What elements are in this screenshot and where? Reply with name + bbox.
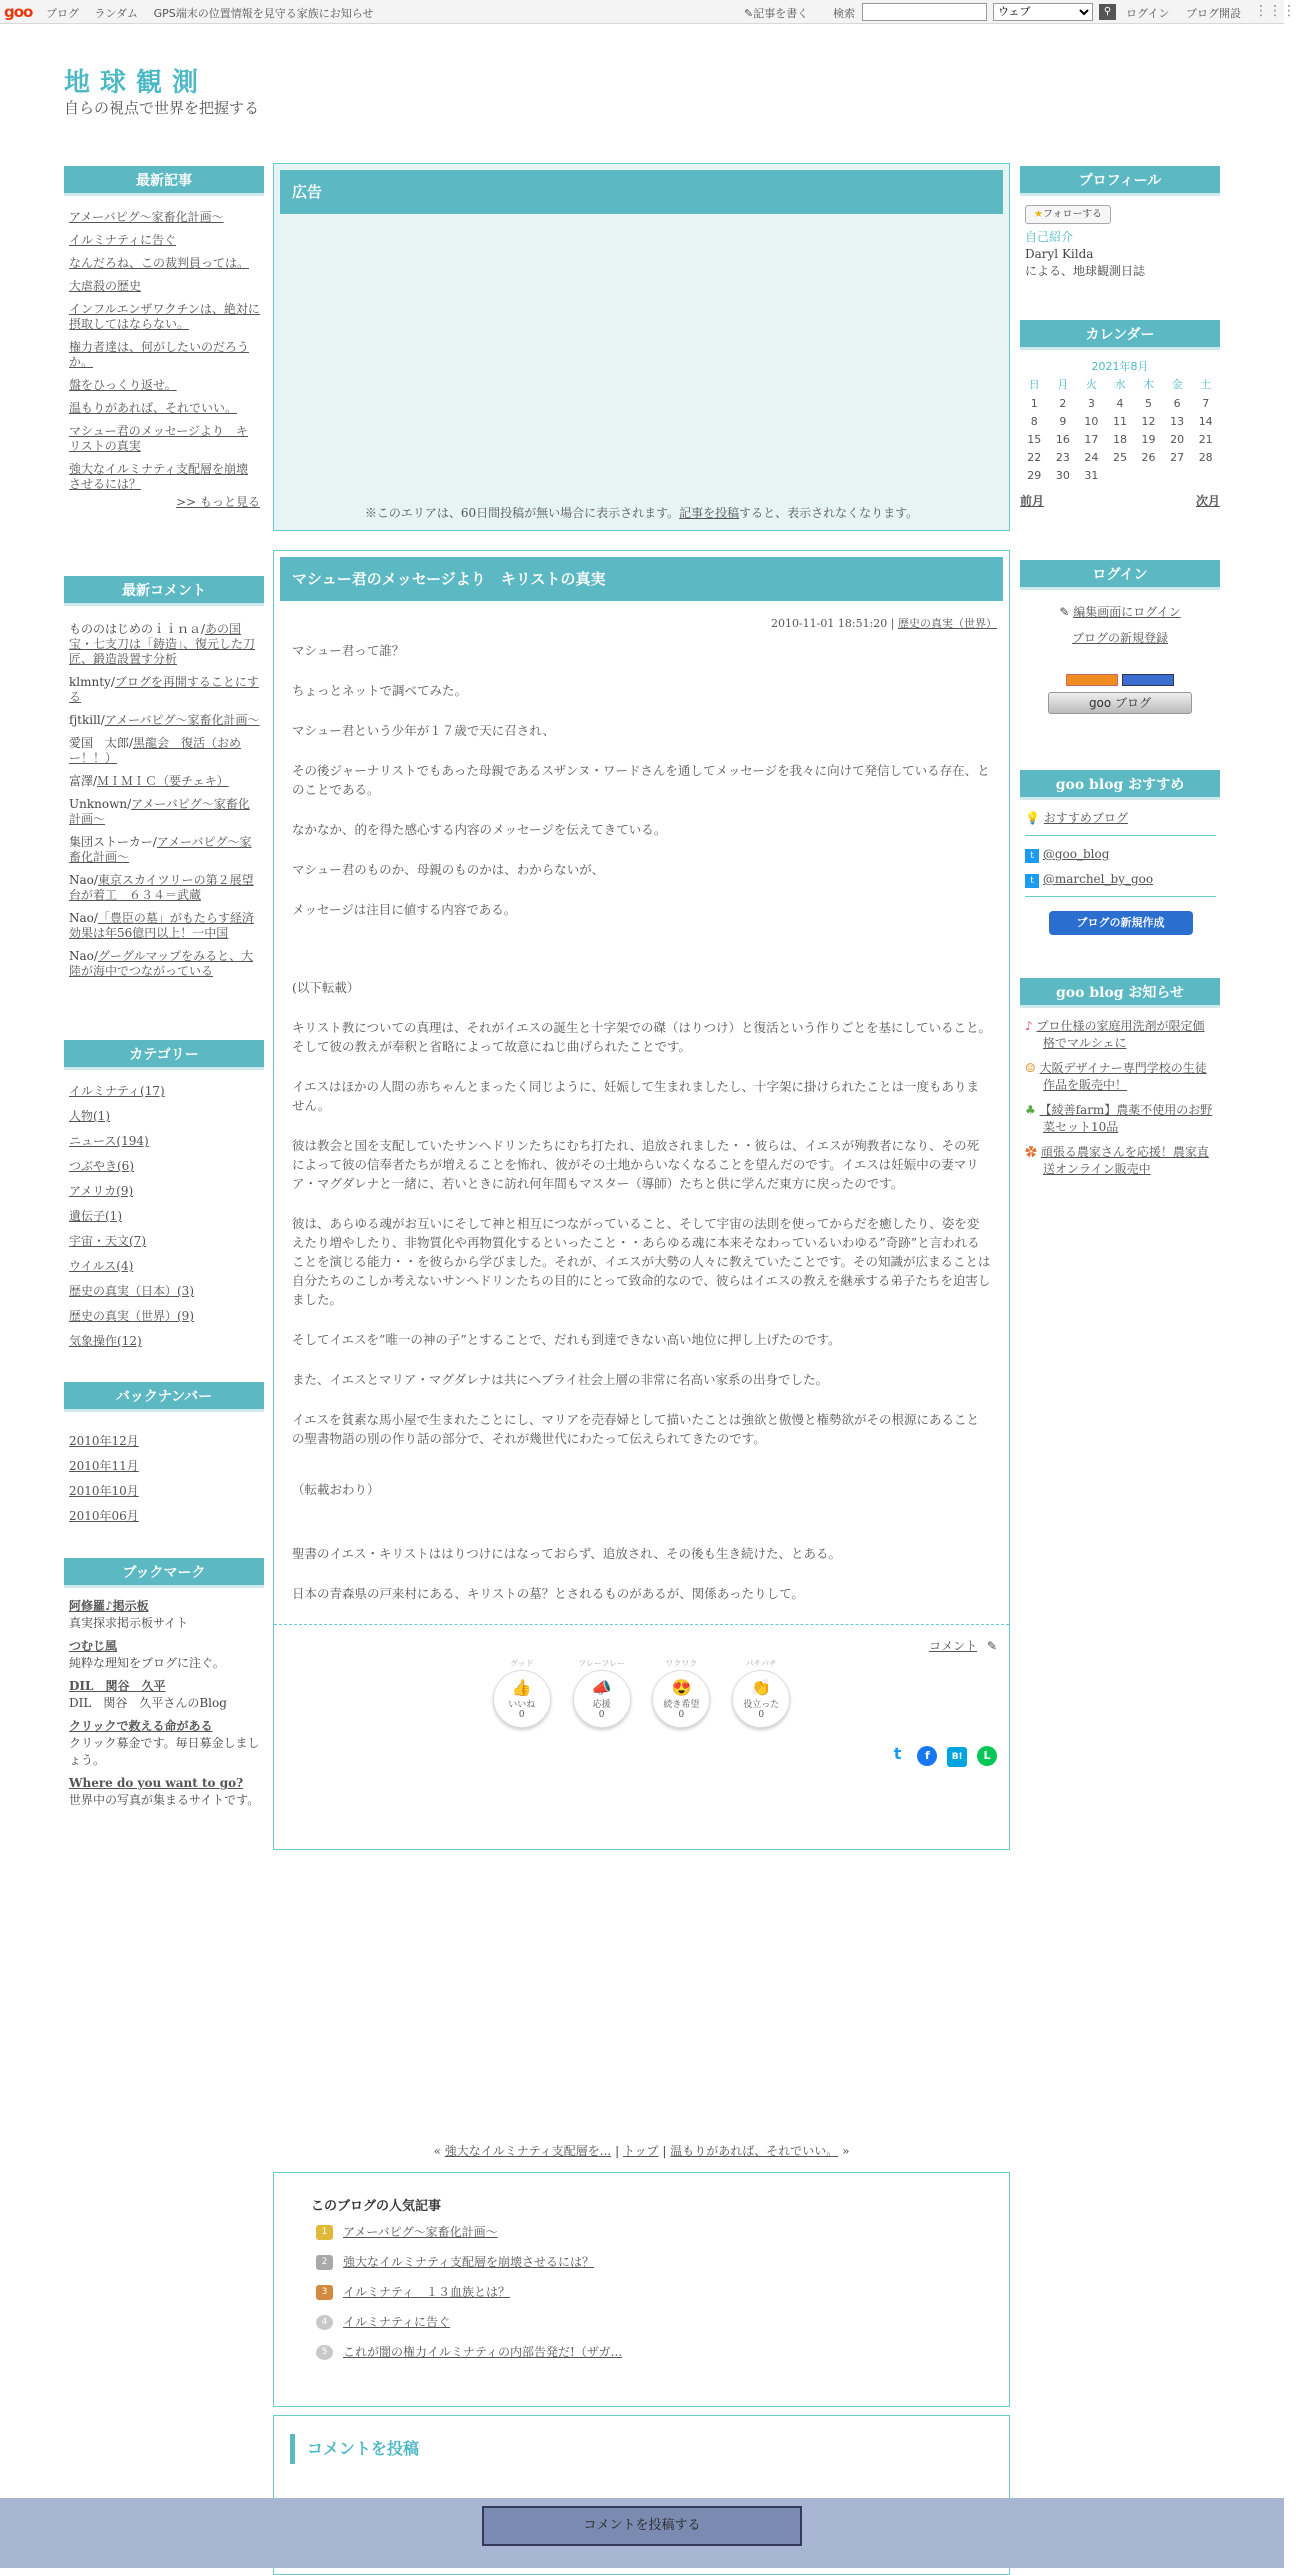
notice-link[interactable]: 大阪デザイナー専門学校の生徒作品を販売中！ [1039,1061,1207,1092]
category-item[interactable]: ニュース(194) [69,1134,149,1148]
recent-item[interactable]: 大虐殺の歴史 [69,279,142,293]
entry-body [280,641,1003,1603]
grid-menu-icon[interactable]: ⋮⋮⋮ [1254,3,1296,19]
hatena-share-icon[interactable]: B! [947,1747,967,1767]
popular-item[interactable] [316,2283,510,2300]
calendar-day: 18 [1112,432,1127,446]
bookmark-link[interactable]: DIL 関谷 久平 [69,1679,166,1693]
calendar-day: 15 [1027,432,1042,446]
backnumber-title: バックナンバー [64,1382,264,1412]
profile-body [1020,196,1220,280]
twitter-share-icon[interactable]: t [888,1744,908,1764]
popular-link[interactable]: イルミナティに告ぐ [343,2315,451,2329]
calendar-day: 31 [1084,468,1099,482]
calendar-prev-link[interactable]: 前月 [1020,494,1045,508]
ad-area [273,163,1010,531]
entry-category-link[interactable]: 歴史の真実（世界） [898,617,997,630]
reaction-count: 0 [758,1709,765,1720]
top-link[interactable]: トップ [622,2144,659,2158]
heart-eyes-icon: 😍 [671,1677,692,1697]
pager: « 強大なイルミナティ支配層を... | トップ | 温もりがあれば、それでいい。 » [433,2144,850,2158]
popular-link[interactable]: アメーバピグ～家畜化計画～ [343,2225,498,2239]
calendar-day: 6 [1173,396,1181,410]
login-title: ログイン [1020,560,1220,590]
recent-item[interactable]: なんだろね、この裁判員っては。 [69,256,250,270]
share-row [280,1744,997,1767]
comment-link[interactable]: 「豊臣の墓」がもたらす経済効果は年56億円以上！一中国 [69,911,254,940]
reaction-label: いいね [508,1699,536,1710]
comment-link[interactable]: ＭＩＭＩＣ（要チェキ） [97,774,229,788]
reaction-helpful[interactable] [732,1658,790,1728]
weekday-header: 土 [1200,378,1212,391]
calendar-day: 28 [1198,450,1213,464]
weekday-header: 金 [1171,378,1183,391]
comment-author: Nao/ [69,911,98,925]
blog-description: 自らの視点で世界を把握する [64,99,260,117]
blog-entry [273,550,1010,1850]
recent-item[interactable]: 権力者達は、何がしたいのだろうか。 [69,340,250,369]
calendar-day: 1 [1030,396,1038,410]
recent-title: 最新記事 [64,166,264,196]
reactions [280,1658,1003,1728]
comment-link[interactable]: アメーバピグ～家畜化計画～ [104,713,260,727]
calendar-section [1020,320,1220,509]
entry-meta: 2010-11-01 18:51:20 | 歴史の真実（世界） [770,617,997,630]
post-comment-button[interactable]: コメントを投稿する [482,2506,802,2546]
calendar-day: 14 [1198,414,1213,428]
comment-author: 集団ストーカー/ [69,835,157,849]
calendar-day: 5 [1145,396,1153,410]
category-item[interactable]: アメリカ(9) [69,1184,134,1198]
profile-section [1020,166,1220,280]
recent-item[interactable]: インフルエンザワクチンは、絶対に摂取してはならない。 [69,302,260,331]
calendar-day: 10 [1084,414,1099,428]
crown-icon: 2 [316,2255,333,2270]
weekday-header: 水 [1114,378,1126,391]
bottom-bar [0,2498,1284,2568]
twitter-link-goo-blog[interactable]: @goo_blog [1042,847,1110,861]
goo-logo[interactable]: goo [4,3,33,21]
weekday-header: 日 [1028,378,1040,391]
calendar-day: 4 [1116,396,1124,410]
left-sidebar [64,166,264,518]
calendar-day: 29 [1027,468,1042,482]
entry-paragraph: (以下転載） [292,980,360,995]
profile-intro-link[interactable]: 自己紹介 [1025,230,1074,244]
entry-paragraph: 日本の青森県の戸来村にある、キリストの墓？とされるものがあるが、関係あったりして。 [292,1586,804,1601]
blog-title[interactable]: 地球観測 [64,68,209,98]
weekday-header: 木 [1143,378,1155,391]
notice-link[interactable]: 頑張る農家さんを応援！農家直送オンライン販売中 [1040,1145,1209,1176]
bookmark-desc: 世界中の写真が集まるサイトです。 [69,1793,260,1807]
calendar-grid [1020,374,1220,484]
edit-login-link[interactable]: 編集画面にログイン [1073,605,1181,619]
entry-paragraph: 彼は、あらゆる魂がお互いにそして神と相互につながっていること、そして宇宙の法則を使ってからだを癒したり、姿を変えたり増やしたり、非物質化や再物質化するといったこと・・あらゆる魂に本来そなわっているいわゆる”奇跡”と言われることを演じる能力・・を彼らから学びました。それが、イエスが大勢の人々に教えていたことです。その知識が広まることは自分たちのこしか考えないサンヘドリンたちの目的にとって致命的なので、彼らはイエスの教えを継承する弟子たちを迫害しました。 [292,1216,991,1307]
recent-item[interactable]: 温もりがあれば、それでいい。 [69,401,238,415]
recent-item[interactable]: マシュー君のメッセージより キリストの真実 [69,424,249,453]
top-bar [0,0,1296,24]
goo-blog-badge[interactable]: goo ブログ [1048,692,1192,714]
crown-icon: 3 [316,2285,333,2300]
calendar-day: 24 [1084,450,1099,464]
face-icon: ☺ [1025,1061,1036,1075]
entry-paragraph: 彼は教会と国を支配していたサンヘドリンたちにむち打たれ、追放されました・・彼らは、イエスが殉教者になり、その死によって彼の信奉者たちが増えることを怖れ、彼がその土地からいなくなることを望んだのです。イエスは妊娠中の妻マリア・マグダレナと一緒に、若いときに訪れ何年間もマスター（導師）たちと供に学んだ東方に戻ったのです。 [292,1138,980,1191]
entry-comment-row [280,1637,997,1654]
entry-paragraph: イエスを貧素な馬小屋で生まれたことにし、マリアを売春婦として描いたことは強欲と傲慢と権勢欲がその根源にあることの聖書物語の別の作り話の部分で、それが幾世代にわたって伝えられてきたのです。 [292,1412,980,1446]
ad-title: 広告 [280,170,1003,214]
popular-item[interactable] [316,2223,498,2240]
ad-note-text: ※このエリアは、60日間投稿が無い場合に表示されます。 [364,506,680,520]
entry-date: 2010-11-01 18:51:20 [770,617,888,630]
backnumber-list [64,1412,264,1524]
rank-4-icon: 4 [316,2315,333,2330]
twitter-icon: t [1025,849,1039,863]
comment-author: もののはじめのｉｉｎａ/ [69,622,206,636]
login-section [1020,560,1220,714]
profile-title: プロフィール [1020,166,1220,196]
twitter-icon: t [1025,874,1039,888]
entry-paragraph: メッセージは注目に値する内容である。 [292,902,517,917]
calendar-day: 7 [1202,396,1210,410]
ad-note-text-end: すると、表示されなくなります。 [739,506,919,520]
ad-note [274,504,1009,521]
pencil-icon: ✎ [1059,605,1070,619]
comment-link[interactable]: アメーバピグ～家畜化計画～ [69,797,250,826]
notice-link[interactable]: プロ仕様の家庭用洗剤が限定価格でマルシェに [1036,1019,1205,1050]
category-item[interactable]: イルミナティ(17) [69,1084,165,1098]
backnumber-item[interactable]: 2010年12月 [69,1434,139,1448]
bookmark-link[interactable]: つむじ風 [69,1639,118,1653]
recent-item[interactable]: 強大なイルミナティ支配層を崩壊させるには？ [69,462,249,491]
category-item[interactable]: 遺伝子(1) [69,1209,122,1223]
bookmark-desc: 純粋な理知をブログに注ぐ。 [69,1656,225,1670]
recent-more-link[interactable]: >> もっと見る [176,495,260,509]
popular-item[interactable] [316,2253,594,2270]
comment-author: Unknown/ [69,797,132,811]
rank-5-icon: 5 [316,2345,333,2360]
line-share-icon[interactable]: L [977,1746,997,1766]
comment-author: Nao/ [69,873,98,887]
popular-link[interactable]: 強大なイルミナティ支配層を崩壊させるには？ [343,2255,595,2269]
search-label: 検索 [833,7,855,20]
calendar-day: 23 [1055,450,1070,464]
notice-link[interactable]: 【綾善farm】農薬不使用のお野菜セット10品 [1039,1103,1213,1134]
thumbs-up-icon: 👍 [511,1677,532,1697]
category-item[interactable]: つぶやき(6) [69,1159,134,1173]
calendar-day: 2 [1059,396,1067,410]
write-label: 記事を書く [753,7,809,20]
calendar-day: 21 [1198,432,1213,446]
comment-author: 愛国 太郎/ [69,736,134,750]
write-link[interactable] [744,5,808,21]
recommended-blogs-link[interactable]: おすすめブログ [1043,811,1128,825]
reaction-cheer[interactable] [573,1658,631,1728]
comments-title: 最新コメント [64,576,264,606]
reaction-caption: グッド [509,1659,534,1668]
reaction-label: 続き希望 [663,1699,700,1710]
notice-list [1020,1008,1220,1178]
comment-link[interactable]: グーグルマップをみると、大陸が海中でつながっている [69,949,254,978]
comment-link[interactable]: あの国宝・七支刀は「鋳造」、復元した刀匠、鍛造設置す分析 [69,622,256,666]
bookmarks-section [64,1558,264,1815]
flower-icon: ✿ [1025,1145,1038,1159]
twitter-link-marchel[interactable]: @marchel_by_goo [1042,872,1154,886]
calendar-day [1191,466,1220,484]
top-link-gps-news[interactable]: GPS端末の位置情報を見守る家族にお知らせ [153,7,374,20]
search-button[interactable] [1099,4,1116,20]
entry-paragraph: なかなか、的を得た感心する内容のメッセージを伝えてきている。 [292,822,667,837]
recommend-title: goo blog おすすめ [1020,770,1220,800]
comment-author: fjtkill/ [69,713,105,727]
popular-link[interactable]: イルミナティ １３血族とは？ [343,2285,511,2299]
calendar-day: 30 [1055,468,1070,482]
bookmark-desc: 真実探求掲示板サイト [69,1616,189,1630]
recommend-body [1020,800,1220,935]
bookmark-link[interactable]: クリックで救える命がある [69,1719,213,1733]
music-note-icon: ♪ [1025,1019,1033,1033]
reaction-label: 応援 [592,1699,611,1710]
entry-paragraph: マシュー君って誰？ [292,643,405,658]
calendar-day: 19 [1141,432,1156,446]
open-blog-link[interactable]: ブログ開設 [1186,7,1241,20]
calendar-day [1106,466,1135,484]
entry-paragraph: また、イエスとマリア・マグダレナは共にヘブライ社会上層の非常に名高い家系の出身でした。 [292,1372,829,1387]
bookmark-link[interactable]: Where do you want to go? [69,1776,244,1790]
popular-entries [273,2172,1010,2407]
backnumber-item[interactable]: 2010年10月 [69,1484,139,1498]
category-item[interactable]: 宇宙・天文(7) [69,1234,146,1248]
calendar-day [1163,466,1192,484]
pencil-icon: ✎ [986,1639,997,1653]
calendar-day: 25 [1112,450,1127,464]
follow-label: フォローする [1042,209,1102,220]
comments-section [64,576,264,987]
entry-paragraph: マシュー君という少年が１７歳で天に召され、 [292,723,556,738]
bookmark-link[interactable]: 阿修羅♪掲示板 [69,1599,149,1613]
top-nav [46,5,385,21]
calendar-day: 9 [1059,414,1067,428]
categories-section [64,1040,264,1359]
top-link-random[interactable]: ランダム [94,7,139,20]
entry-paragraph: そしてイエスを”唯一の神の子”とすることで、だれも到達できない高い地位に押し上げたのです。 [292,1332,841,1347]
popular-item[interactable] [316,2343,622,2360]
calendar-day: 8 [1030,414,1038,428]
calendar-title: カレンダー [1020,320,1220,350]
comments-list [64,606,264,979]
notice-title: goo blog お知らせ [1020,978,1220,1008]
entry-comment-link[interactable]: コメント [929,1639,978,1653]
comment-link[interactable]: ブログを再開することにする [69,675,259,704]
entry-paragraph: イエスはほかの人間の赤ちゃんとまったく同じように、妊娠して生まれましたし、十字架に掛けられたことは一度もありません。 [292,1079,980,1113]
rss-badges [1020,674,1220,690]
calendar-day [1134,466,1163,484]
reaction-count: 0 [598,1709,605,1720]
calendar-day: 27 [1170,450,1185,464]
reaction-want-more[interactable] [652,1658,710,1728]
calendar-month: 2021年8月 [1091,360,1149,373]
calendar-day: 3 [1087,396,1095,410]
comment-form-title: コメントを投稿 [290,2434,419,2464]
category-item[interactable]: ウイルス(4) [69,1259,134,1273]
recent-item[interactable]: アメーバピグ～家畜化計画～ [69,210,224,224]
reaction-count: 0 [518,1709,525,1720]
reaction-caption: ワクワク [665,1659,698,1668]
bookmarks-list [64,1588,264,1809]
recent-item[interactable]: 盤をひっくり返せ。 [69,378,177,392]
calendar-day: 13 [1170,414,1185,428]
backnumber-item[interactable]: 2010年06月 [69,1509,139,1523]
popular-link[interactable]: これが闇の権力イルミナティの内部告発だ!（ザガ... [343,2345,623,2359]
entry-divider [274,1624,1009,1625]
star-icon: ★ [1034,209,1043,220]
prev-entry-link[interactable]: 強大なイルミナティ支配層を... [444,2144,612,2158]
login-link[interactable]: ログイン [1126,7,1170,20]
reaction-caption: フレーフレー [578,1659,626,1668]
calendar-day: 12 [1141,414,1156,428]
calendar-next-link[interactable]: 次月 [1195,494,1220,508]
comment-link[interactable]: アメーバピグ～家畜化計画～ [69,835,252,864]
profile-suffix: による、地球観測日誌 [1025,264,1146,278]
reaction-good[interactable] [493,1658,551,1728]
bookmark-desc: クリック募金です。毎日募金しましょう。 [69,1736,260,1767]
entry-paragraph: （転載おわり） [292,1482,380,1497]
calendar-day: 22 [1027,450,1042,464]
rss2-badge-icon[interactable] [1122,674,1174,686]
recommend-section [1020,770,1220,935]
entry-paragraph: マシュー君のものか、母親のものかは、わからないが、 [292,862,605,877]
categories-title: カテゴリー [64,1040,264,1070]
bookmark-desc: DIL 関谷 久平さんのBlog [69,1696,227,1710]
popular-item[interactable] [316,2313,450,2330]
entry-paragraph: ちょっとネットで調べてみた。 [292,683,468,698]
ad-post-link[interactable]: 記事を投稿 [679,506,740,520]
lightbulb-icon: 💡 [1025,811,1040,825]
calendar-day: 16 [1055,432,1070,446]
calendar-day: 26 [1141,450,1156,464]
comment-link[interactable]: 黒龍会 復活（おめー！！） [69,736,242,765]
clover-icon: ♣ [1025,1103,1036,1117]
calendar-day: 11 [1112,414,1127,428]
popular-title: このブログの人気記事 [311,2199,442,2214]
backnumber-section [64,1382,264,1534]
category-item[interactable]: 気象操作(12) [69,1334,142,1348]
recent-item[interactable]: イルミナティに告ぐ [69,233,177,247]
comment-author: 富澤/ [69,774,98,788]
create-blog-button[interactable]: ブログの新規作成 [1049,911,1193,935]
search-input[interactable] [862,3,987,21]
reaction-label: 役立った [743,1699,780,1710]
entry-paragraph: 聖書のイエス・キリストははりつけにはなっておらず、追放され、その後も生き続けた、とある。 [292,1546,842,1561]
reaction-caption: パチパチ [745,1659,777,1668]
follow-button[interactable] [1025,205,1111,224]
notice-section [1020,978,1220,1186]
calendar-day: 20 [1170,432,1185,446]
weekday-header: 月 [1057,378,1069,391]
megaphone-icon: 📣 [591,1677,612,1697]
search-icon: ⚲ [1103,6,1112,17]
comment-author: Nao/ [69,949,98,963]
calendar-nav [1020,492,1220,508]
crown-icon: 1 [316,2225,333,2240]
category-item[interactable]: 歴史の真実（日本）(3) [69,1284,194,1298]
bookmarks-title: ブックマーク [64,1558,264,1588]
weekday-header: 火 [1085,378,1097,391]
pencil-icon: ✎ [744,7,754,20]
entry-title[interactable]: マシュー君のメッセージより キリストの真実 [280,557,1003,601]
entry-paragraph: キリスト教についての真理は、それがイエスの誕生と十字架での磔（はりつけ）と復活という作りごとを基にしていること。そして彼の教えが奉釈と省略によって故意にねじ曲げられたことです。 [292,1020,992,1054]
reaction-count: 0 [678,1709,685,1720]
entry-paragraph: その後ジャーナリストでもあった母親であるスザンヌ・ワードさんを通してメッセージを我々に向けて発信している存在、とのことである。 [292,763,990,797]
register-link[interactable]: ブログの新規登録 [1071,631,1168,645]
comment-link[interactable]: 東京スカイツリーの第２展望台が着工 ６３４＝武蔵 [69,873,254,902]
rss-badge-icon[interactable] [1066,674,1118,686]
category-item[interactable]: 歴史の真実（世界）(9) [69,1309,194,1323]
profile-name: Daryl Kilda [1025,247,1094,261]
backnumber-item[interactable]: 2010年11月 [69,1459,139,1473]
top-link-blog[interactable]: ブログ [46,7,79,20]
calendar-day: 17 [1084,432,1099,446]
category-item[interactable]: 人物(1) [69,1109,110,1123]
search-scope-select[interactable] [993,3,1093,21]
facebook-share-icon[interactable]: f [917,1746,937,1766]
login-body [1020,590,1220,714]
clap-icon: 👏 [751,1677,772,1697]
categories-list [64,1070,264,1349]
next-entry-link[interactable]: 温もりがあれば、それでいい。 [670,2144,839,2158]
comment-author: klmnty/ [69,675,115,689]
recent-list [64,166,264,510]
